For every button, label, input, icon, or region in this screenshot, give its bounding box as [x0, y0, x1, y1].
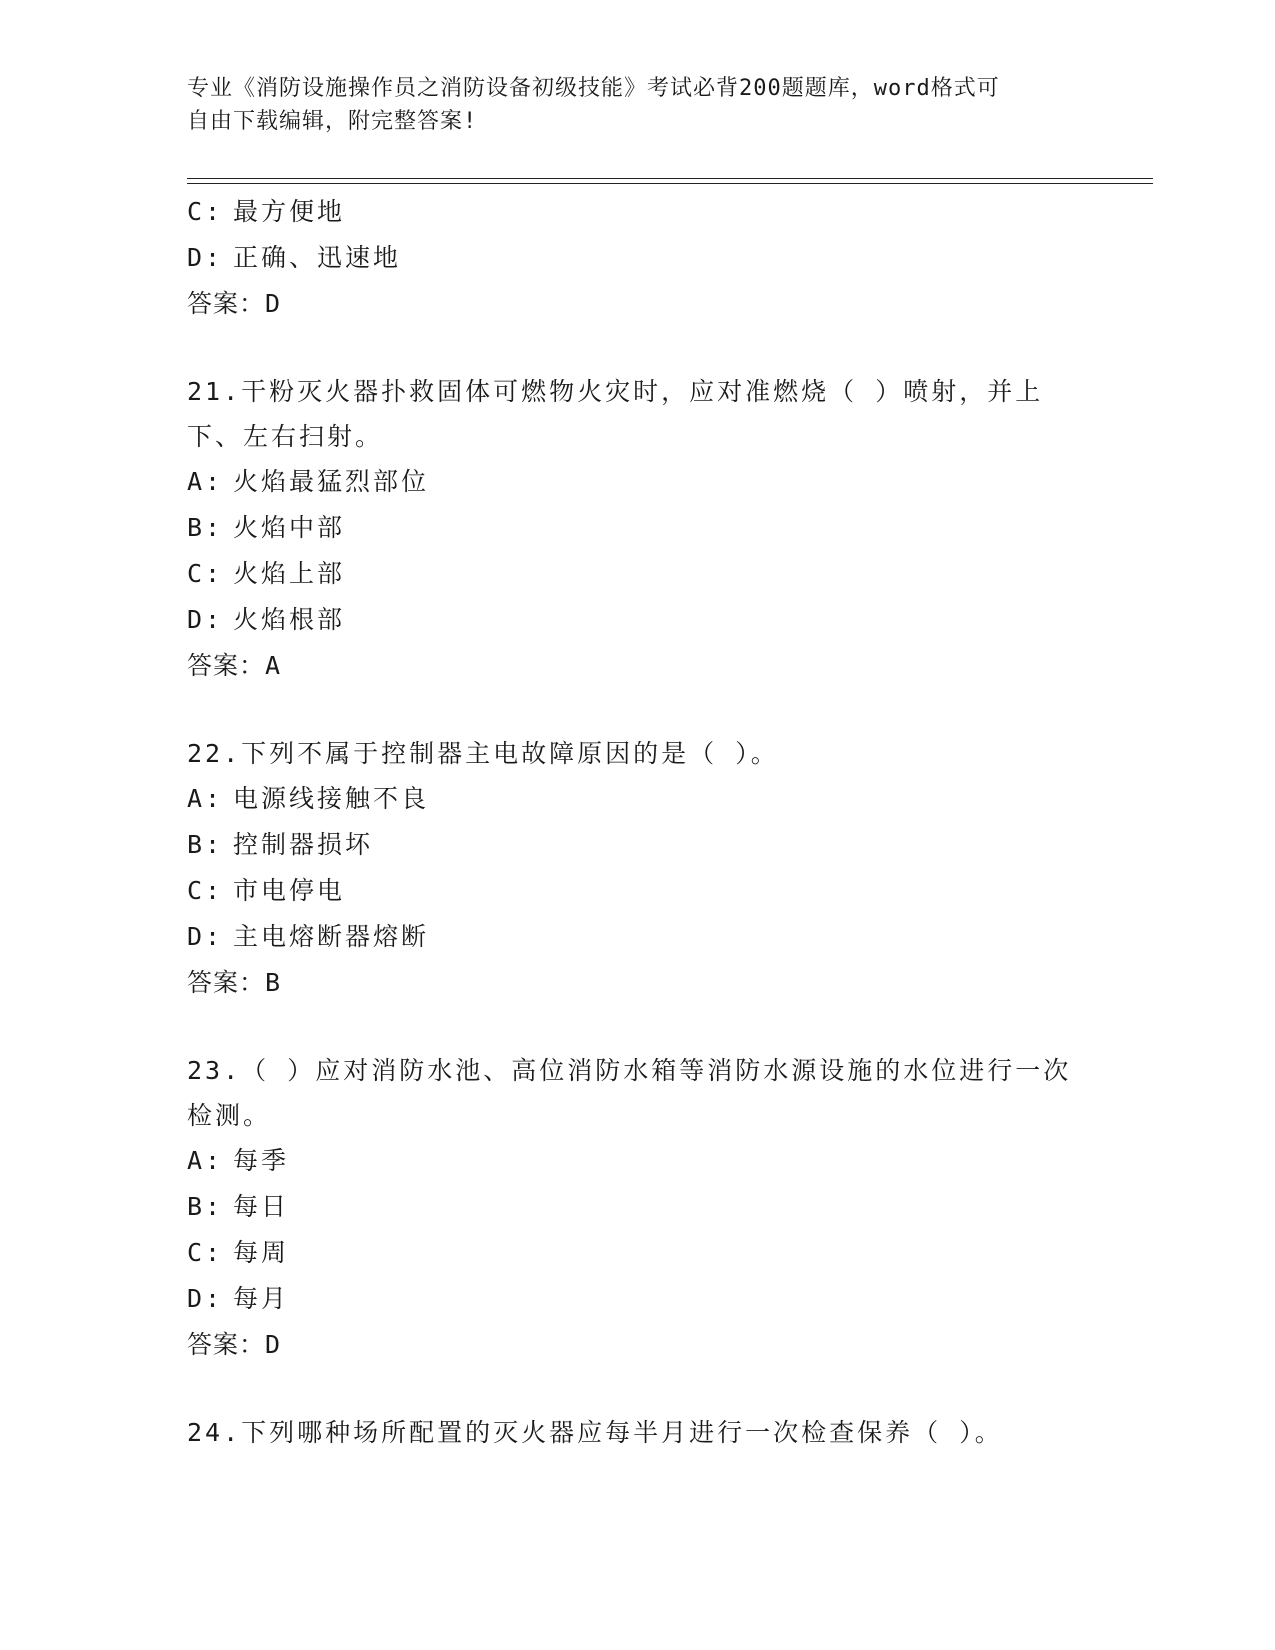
question-24 — [187, 1410, 1087, 1455]
question-stem: 21.干粉灭火器扑救固体可燃物火灾时，应对准燃烧（ ）喷射，并上下、左右扫射。 — [187, 377, 1044, 451]
header-divider-bottom — [187, 183, 1153, 184]
previous-question-tail — [187, 189, 1087, 327]
question-stem: 22.下列不属于控制器主电故障原因的是（ ）。 — [187, 739, 779, 768]
option-b: B: 每日 — [187, 1192, 290, 1221]
header-divider-top — [187, 178, 1153, 179]
option-a: A: 电源线接触不良 — [187, 784, 430, 813]
answer-line: 答案：D — [187, 289, 282, 318]
option-d: D: 正确、迅速地 — [187, 243, 402, 272]
option-c: C: 每周 — [187, 1238, 290, 1267]
option-c: C: 最方便地 — [187, 197, 346, 226]
question-22 — [187, 731, 1087, 1006]
header-title-line2: 自由下载编辑，附完整答案! — [187, 109, 478, 134]
answer-line: 答案：D — [187, 1330, 282, 1359]
answer-line: 答案：B — [187, 968, 282, 997]
option-c: C: 火焰上部 — [187, 559, 346, 588]
option-a: A: 火焰最猛烈部位 — [187, 467, 430, 496]
document-header — [187, 72, 1067, 138]
option-b: B: 火焰中部 — [187, 513, 346, 542]
question-stem: 24.下列哪种场所配置的灭火器应每半月进行一次检查保养（ ）。 — [187, 1418, 1003, 1447]
question-list — [187, 189, 1087, 1455]
option-d: D: 每月 — [187, 1284, 290, 1313]
answer-line: 答案：A — [187, 651, 282, 680]
option-b: B: 控制器损坏 — [187, 830, 374, 859]
question-21 — [187, 369, 1087, 689]
option-a: A: 每季 — [187, 1146, 290, 1175]
option-d: D: 火焰根部 — [187, 605, 346, 634]
option-d: D: 主电熔断器熔断 — [187, 922, 430, 951]
question-stem: 23.（ ）应对消防水池、高位消防水箱等消防水源设施的水位进行一次检测。 — [187, 1056, 1072, 1130]
question-23 — [187, 1048, 1087, 1368]
option-c: C: 市电停电 — [187, 876, 346, 905]
header-title-line1: 专业《消防设施操作员之消防设备初级技能》考试必背200题题库，word格式可 — [187, 76, 1000, 101]
